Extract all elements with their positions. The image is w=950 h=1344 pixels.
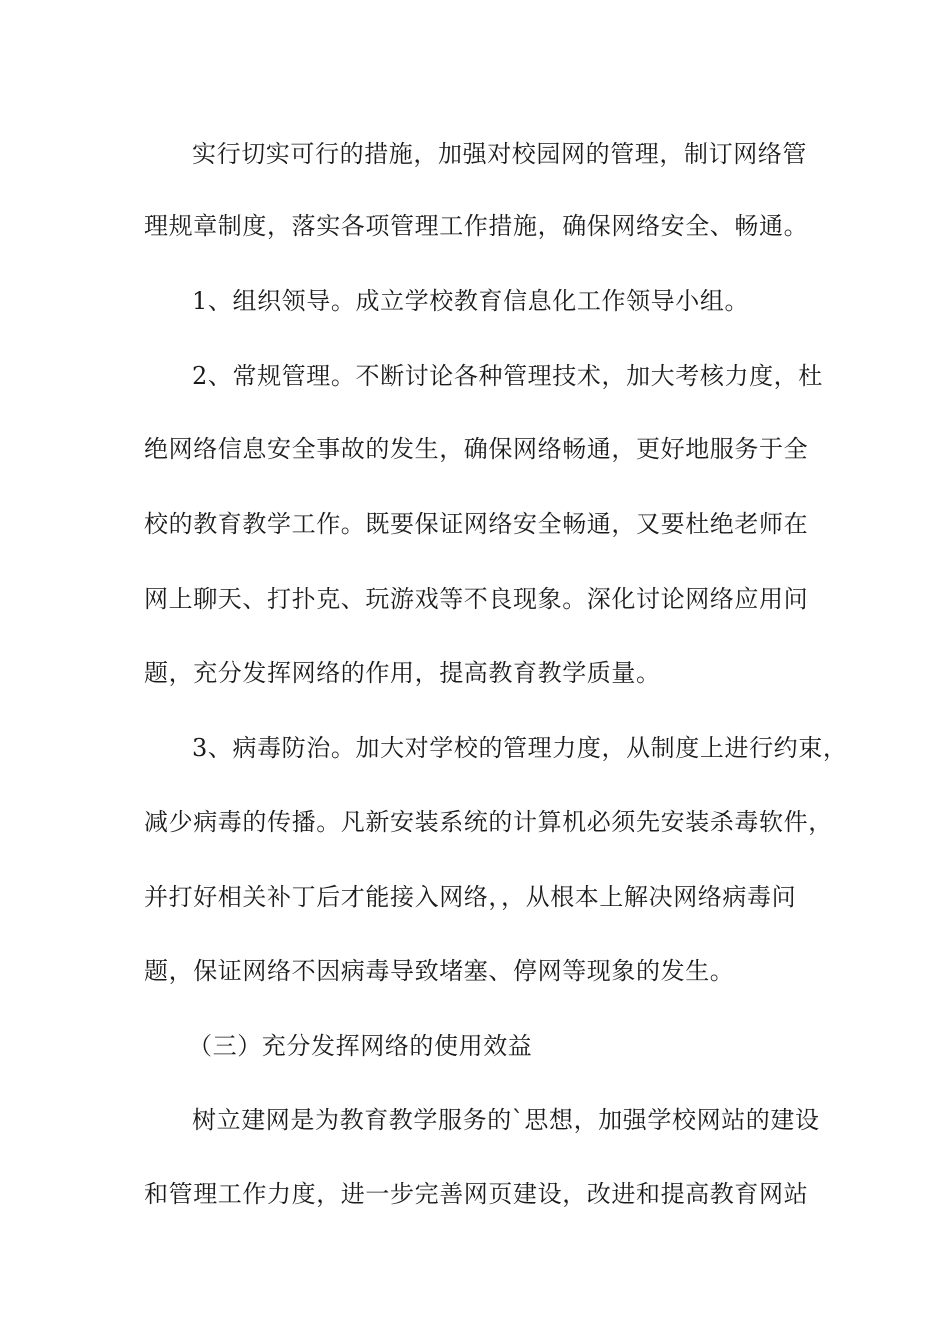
list-item-line: 2、常规管理。不断讨论各种管理技术，加大考核力度，杜 <box>192 362 823 390</box>
paragraph-line: 理规章制度，落实各项管理工作措施，确保网络安全、畅通。 <box>144 212 809 240</box>
paragraph-line: 题，保证网络不因病毒导致堵塞、停网等现象的发生。 <box>144 957 735 985</box>
section-heading: （三）充分发挥网络的使用效益 <box>188 1032 533 1060</box>
list-item-line: 3、病毒防治。加大对学校的管理力度，从制度上进行约束， <box>192 734 848 762</box>
paragraph-line: 题，充分发挥网络的作用，提高教育教学质量。 <box>144 659 661 687</box>
paragraph-line: 树立建网是为教育教学服务的`思想，加强学校网站的建设 <box>192 1106 820 1134</box>
paragraph-line: 减少病毒的传播。凡新安装系统的计算机必须先安装杀毒软件， <box>144 808 833 836</box>
paragraph-line: 并打好相关补丁后才能接入网络，，从根本上解决网络病毒问 <box>144 883 797 911</box>
paragraph-line: 网上聊天、打扑克、玩游戏等不良现象。深化讨论网络应用问 <box>144 585 809 613</box>
paragraph-line: 绝网络信息安全事故的发生，确保网络畅通，更好地服务于全 <box>144 435 809 463</box>
paragraph-line: 和管理工作力度，进一步完善网页建设，改进和提高教育网站 <box>144 1180 809 1208</box>
paragraph-line: 校的教育教学工作。既要保证网络安全畅通，又要杜绝老师在 <box>144 510 809 538</box>
paragraph-line: 实行切实可行的措施，加强对校园网的管理，制订网络管 <box>192 140 807 168</box>
list-item-line: 1、组织领导。成立学校教育信息化工作领导小组。 <box>192 287 750 315</box>
